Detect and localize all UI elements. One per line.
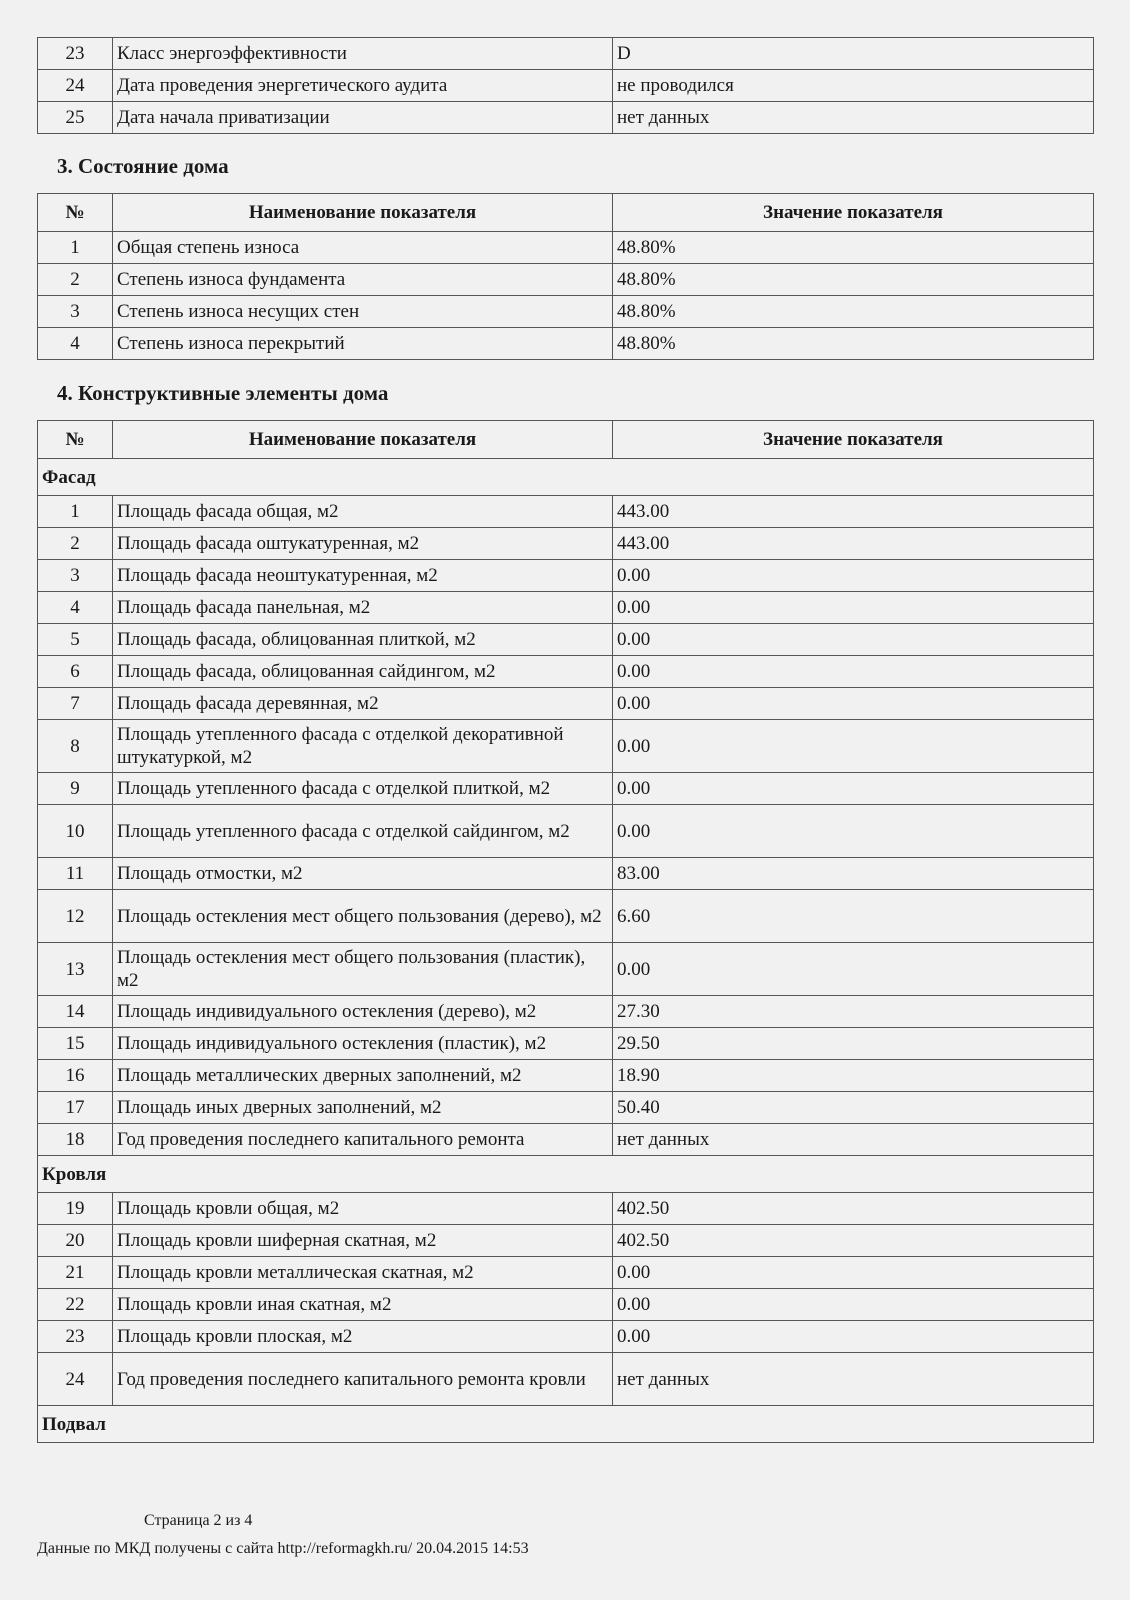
header-value: Значение показателя [613,194,1094,232]
table-row [38,858,1094,890]
row-value: 443.00 [613,496,1094,528]
row-value: 48.80% [613,264,1094,296]
row-value: 83.00 [613,858,1094,890]
row-name: Площадь фасада оштукатуренная, м2 [113,528,613,560]
row-number: 3 [38,296,113,328]
row-number: 5 [38,624,113,656]
table-header-row [38,421,1094,459]
row-value: 50.40 [613,1092,1094,1124]
row-number: 12 [38,890,113,943]
table-row [38,528,1094,560]
group-row-roof [38,1156,1094,1193]
row-number: 11 [38,858,113,890]
row-number: 14 [38,996,113,1028]
table-row [38,264,1094,296]
row-value: 443.00 [613,528,1094,560]
row-name: Площадь остекления мест общего пользования (пластик), м2 [113,943,613,996]
row-value: 0.00 [613,720,1094,773]
row-name: Площадь металлических дверных заполнений, м2 [113,1060,613,1092]
row-number: 6 [38,656,113,688]
row-name: Площадь остекления мест общего пользования (дерево), м2 [113,890,613,943]
row-name: Площадь фасада неоштукатуренная, м2 [113,560,613,592]
row-name: Площадь иных дверных заполнений, м2 [113,1092,613,1124]
row-value: 0.00 [613,624,1094,656]
row-number: 21 [38,1257,113,1289]
table-row [38,1225,1094,1257]
row-name: Площадь утепленного фасада с отделкой сайдингом, м2 [113,805,613,858]
row-number: 3 [38,560,113,592]
row-value: 27.30 [613,996,1094,1028]
table-row [38,720,1094,773]
table-row [38,70,1094,102]
header-name: Наименование показателя [113,194,613,232]
table-row [38,1353,1094,1406]
row-value: 0.00 [613,943,1094,996]
header-num: № [38,194,113,232]
row-value: 0.00 [613,773,1094,805]
row-value: D [613,38,1094,70]
row-number: 19 [38,1193,113,1225]
row-name: Площадь утепленного фасада с отделкой декоративной штукатуркой, м2 [113,720,613,773]
row-number: 22 [38,1289,113,1321]
row-number: 2 [38,264,113,296]
table-row [38,656,1094,688]
row-number: 2 [38,528,113,560]
row-value: 0.00 [613,805,1094,858]
row-value: 402.50 [613,1193,1094,1225]
row-number: 9 [38,773,113,805]
table-row [38,232,1094,264]
table-row [38,943,1094,996]
row-value: 0.00 [613,560,1094,592]
row-number: 15 [38,1028,113,1060]
row-name: Площадь кровли общая, м2 [113,1193,613,1225]
section-3-heading: 3. Состояние дома [57,154,229,178]
row-value: 48.80% [613,232,1094,264]
table-row [38,38,1094,70]
row-value: 0.00 [613,1321,1094,1353]
row-number: 24 [38,70,113,102]
table-row [38,1060,1094,1092]
row-number: 25 [38,102,113,134]
table-row [38,328,1094,360]
row-value: 0.00 [613,1257,1094,1289]
row-number: 18 [38,1124,113,1156]
row-name: Площадь фасада деревянная, м2 [113,688,613,720]
group-label: Кровля [38,1156,1094,1193]
table-row [38,496,1094,528]
table-row [38,1193,1094,1225]
row-name: Площадь индивидуального остекления (дерево), м2 [113,996,613,1028]
row-value: 48.80% [613,328,1094,360]
table-row [38,1321,1094,1353]
table-row [38,560,1094,592]
row-value: 0.00 [613,1289,1094,1321]
table-row [38,624,1094,656]
table-row [38,1289,1094,1321]
row-value: 29.50 [613,1028,1094,1060]
row-number: 4 [38,592,113,624]
row-value: 0.00 [613,688,1094,720]
header-name: Наименование показателя [113,421,613,459]
row-name: Дата начала приватизации [113,102,613,134]
row-number: 4 [38,328,113,360]
row-name: Общая степень износа [113,232,613,264]
table-row [38,688,1094,720]
row-value: 0.00 [613,656,1094,688]
row-number: 16 [38,1060,113,1092]
table-row [38,296,1094,328]
row-name: Площадь фасада общая, м2 [113,496,613,528]
row-number: 23 [38,38,113,70]
row-name: Год проведения последнего капитального ремонта кровли [113,1353,613,1406]
table-row [38,1028,1094,1060]
table-row [38,890,1094,943]
row-name: Площадь фасада панельная, м2 [113,592,613,624]
row-number: 23 [38,1321,113,1353]
row-name: Дата проведения энергетического аудита [113,70,613,102]
table-header-row [38,194,1094,232]
row-name: Площадь фасада, облицованная сайдингом, м2 [113,656,613,688]
row-name: Площадь фасада, облицованная плиткой, м2 [113,624,613,656]
row-name: Площадь кровли плоская, м2 [113,1321,613,1353]
row-number: 8 [38,720,113,773]
row-value: 48.80% [613,296,1094,328]
group-label: Фасад [38,459,1094,496]
row-value: 6.60 [613,890,1094,943]
row-name: Площадь индивидуального остекления (пластик), м2 [113,1028,613,1060]
row-value: нет данных [613,1124,1094,1156]
row-number: 7 [38,688,113,720]
row-value: 402.50 [613,1225,1094,1257]
house-condition-table [37,193,1094,360]
row-number: 13 [38,943,113,996]
row-number: 10 [38,805,113,858]
row-name: Площадь отмостки, м2 [113,858,613,890]
row-name: Степень износа перекрытий [113,328,613,360]
page-number: Страница 2 из 4 [144,1512,253,1529]
row-number: 24 [38,1353,113,1406]
group-row-basement [38,1406,1094,1443]
row-value: 0.00 [613,592,1094,624]
row-name: Площадь кровли шиферная скатная, м2 [113,1225,613,1257]
row-number: 1 [38,496,113,528]
row-value: 18.90 [613,1060,1094,1092]
row-number: 1 [38,232,113,264]
structural-elements-table [37,420,1094,1443]
row-value: не проводился [613,70,1094,102]
row-name: Степень износа фундамента [113,264,613,296]
row-name: Площадь утепленного фасада с отделкой плиткой, м2 [113,773,613,805]
row-name: Площадь кровли металлическая скатная, м2 [113,1257,613,1289]
source-note: Данные по МКД получены с сайта http://reformagkh.ru/ 20.04.2015 14:53 [37,1540,529,1557]
table-row [38,1257,1094,1289]
row-name: Площадь кровли иная скатная, м2 [113,1289,613,1321]
table-row [38,592,1094,624]
row-number: 20 [38,1225,113,1257]
header-num: № [38,421,113,459]
group-row-facade [38,459,1094,496]
section-4-heading: 4. Конструктивные элементы дома [57,381,389,405]
table-row [38,1092,1094,1124]
group-label: Подвал [38,1406,1094,1443]
table-row [38,996,1094,1028]
row-value: нет данных [613,1353,1094,1406]
table-row [38,102,1094,134]
table-row [38,805,1094,858]
header-value: Значение показателя [613,421,1094,459]
table-row [38,1124,1094,1156]
row-name: Степень износа несущих стен [113,296,613,328]
row-name: Класс энергоэффективности [113,38,613,70]
table-row [38,773,1094,805]
row-value: нет данных [613,102,1094,134]
general-info-table [37,37,1094,134]
row-number: 17 [38,1092,113,1124]
row-name: Год проведения последнего капитального ремонта [113,1124,613,1156]
